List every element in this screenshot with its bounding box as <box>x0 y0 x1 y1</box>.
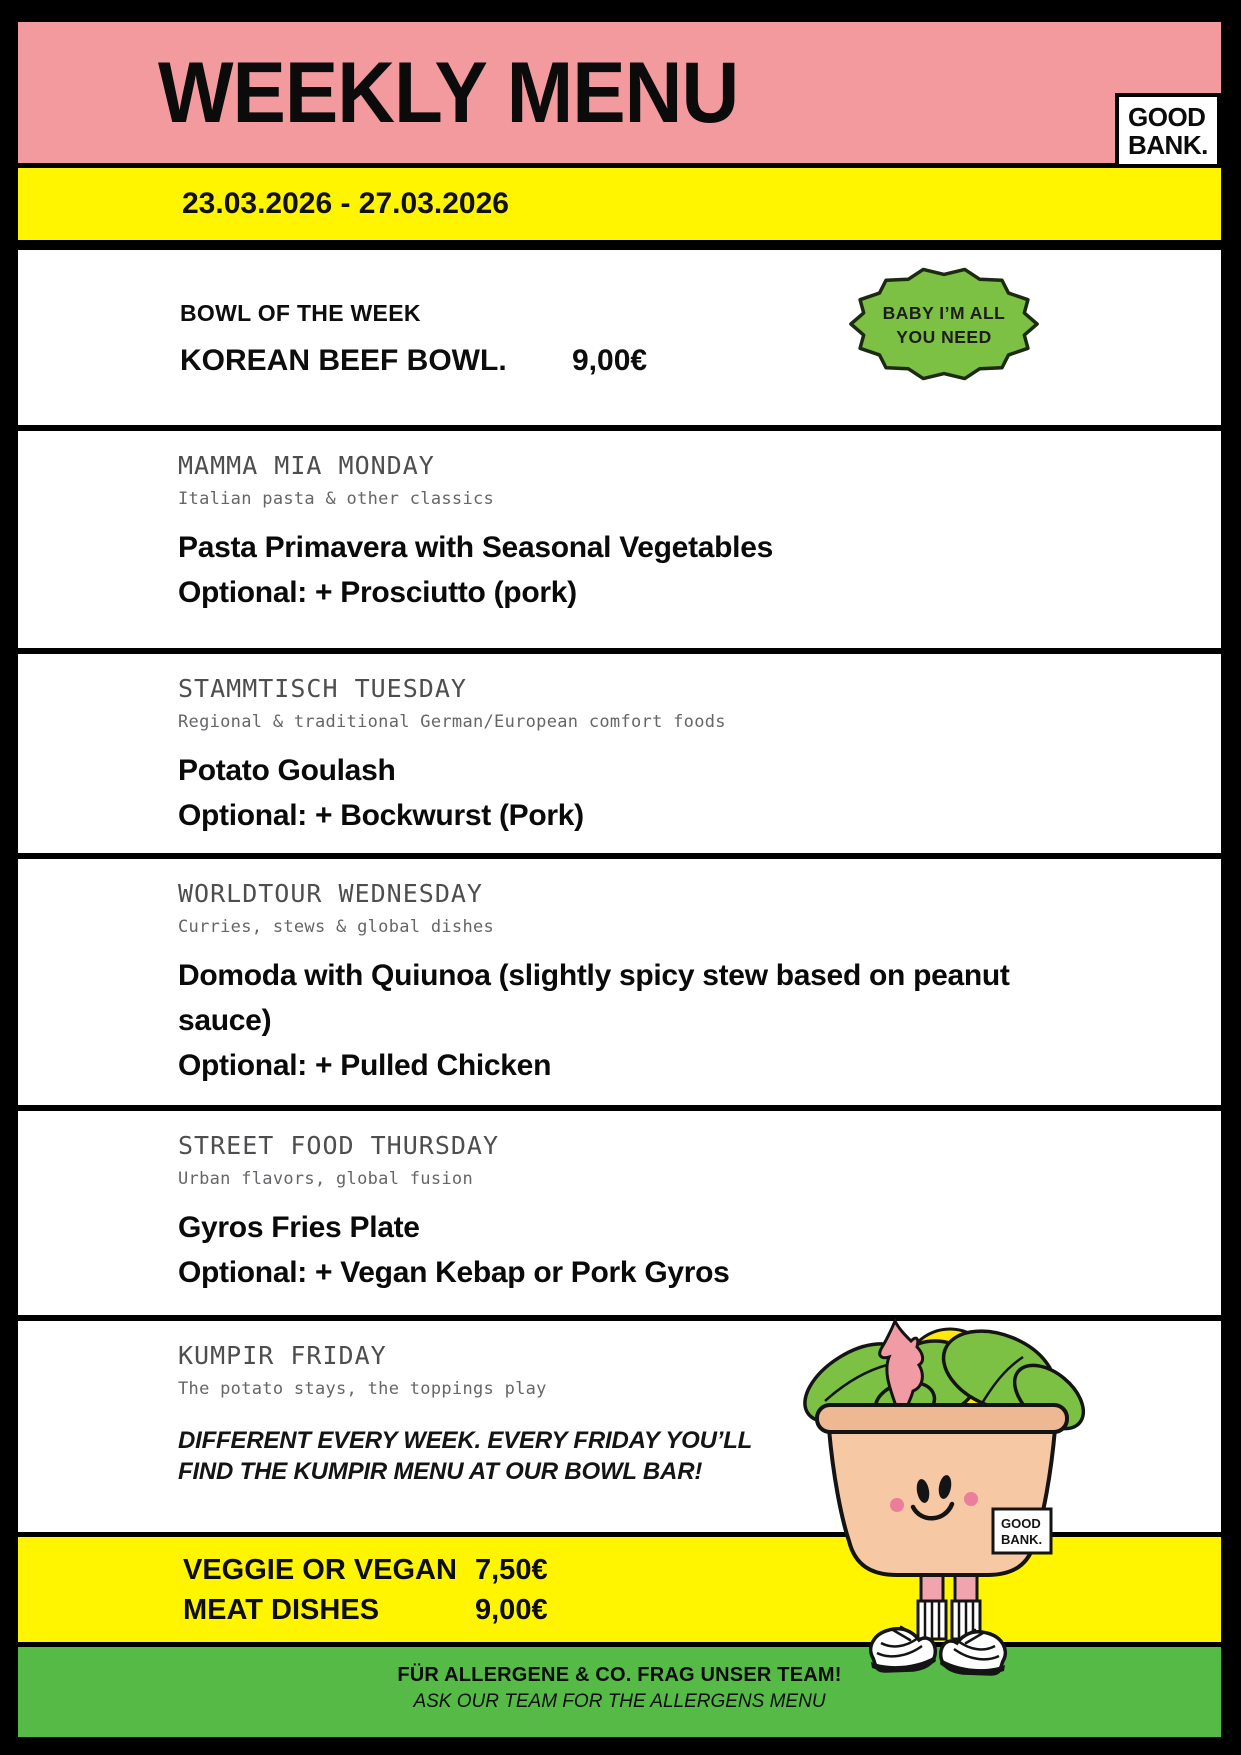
badge-text-line2: YOU NEED <box>896 327 992 347</box>
wednesday-subtitle: Curries, stews & global dishes <box>178 917 495 937</box>
bowl-label-line1: GOOD <box>1001 1516 1041 1531</box>
page-title: WEEKLY MENU <box>158 43 739 141</box>
section-tuesday <box>18 648 1221 853</box>
bowl-of-week-dish: KOREAN BEEF BOWL. <box>180 344 507 377</box>
monday-title: MAMMA MIA MONDAY <box>178 451 435 480</box>
section-monday <box>18 425 1221 648</box>
section-wednesday <box>18 853 1221 1105</box>
allergens-line-en: ASK OUR TEAM FOR THE ALLERGENS MENU <box>413 1691 826 1712</box>
friday-note-line1: DIFFERENT EVERY WEEK. EVERY FRIDAY YOU’LL <box>178 1427 753 1454</box>
monday-subtitle: Italian pasta & other classics <box>178 489 495 509</box>
bowl-label-line2: BANK. <box>1001 1532 1043 1547</box>
header <box>18 22 1221 163</box>
logo-line1: GOOD <box>1128 102 1206 132</box>
badge-text-line1: BABY I’M ALL <box>882 303 1006 323</box>
section-thursday <box>18 1105 1221 1315</box>
tuesday-dish: Potato Goulash <box>178 754 396 787</box>
veggie-label: VEGGIE OR VEGAN <box>183 1554 457 1586</box>
wednesday-optional: Optional: + Pulled Chicken <box>178 1049 552 1082</box>
bowl-mascot-illustration <box>755 1313 1095 1738</box>
meat-price: 9,00€ <box>475 1594 548 1626</box>
thursday-subtitle: Urban flavors, global fusion <box>178 1169 473 1189</box>
badge-seal <box>845 265 1045 385</box>
bowl-label <box>993 1509 1051 1553</box>
wednesday-dish: Domoda with Quiunoa (slightly spicy stew based on peanut sauce) <box>178 959 1010 1037</box>
goodbank-logo <box>1115 93 1221 168</box>
bowl-of-week-label: BOWL OF THE WEEK <box>180 300 421 326</box>
thursday-title: STREET FOOD THURSDAY <box>178 1131 500 1160</box>
date-bar <box>18 163 1221 250</box>
bowl-rim-icon <box>817 1405 1067 1432</box>
thursday-optional: Optional: + Vegan Kebap or Pork Gyros <box>178 1256 730 1289</box>
thursday-dish: Gyros Fries Plate <box>178 1211 420 1244</box>
veggie-price: 7,50€ <box>475 1554 548 1586</box>
friday-title: KUMPIR FRIDAY <box>178 1341 387 1370</box>
bowl-of-week-row <box>180 344 1221 378</box>
friday-note-line2: FIND THE KUMPIR MENU AT OUR BOWL BAR! <box>178 1458 703 1485</box>
monday-dish: Pasta Primavera with Seasonal Vegetables <box>178 531 773 564</box>
wednesday-title: WORLDTOUR WEDNESDAY <box>178 879 483 908</box>
logo-line2: BANK. <box>1128 130 1208 160</box>
meat-label: MEAT DISHES <box>183 1594 380 1626</box>
date-range: 23.03.2026 - 27.03.2026 <box>182 187 509 220</box>
bowl-of-week-price: 9,00€ <box>572 344 648 377</box>
allergens-line-de: FÜR ALLERGENE & CO. FRAG UNSER TEAM! <box>397 1664 842 1686</box>
tuesday-title: STAMMTISCH TUESDAY <box>178 674 467 703</box>
friday-subtitle: The potato stays, the toppings play <box>178 1379 547 1399</box>
monday-optional: Optional: + Prosciutto (pork) <box>178 576 577 609</box>
tuesday-optional: Optional: + Bockwurst (Pork) <box>178 799 584 832</box>
badge-shape <box>851 269 1037 378</box>
tuesday-subtitle: Regional & traditional German/European comfort foods <box>178 712 726 732</box>
